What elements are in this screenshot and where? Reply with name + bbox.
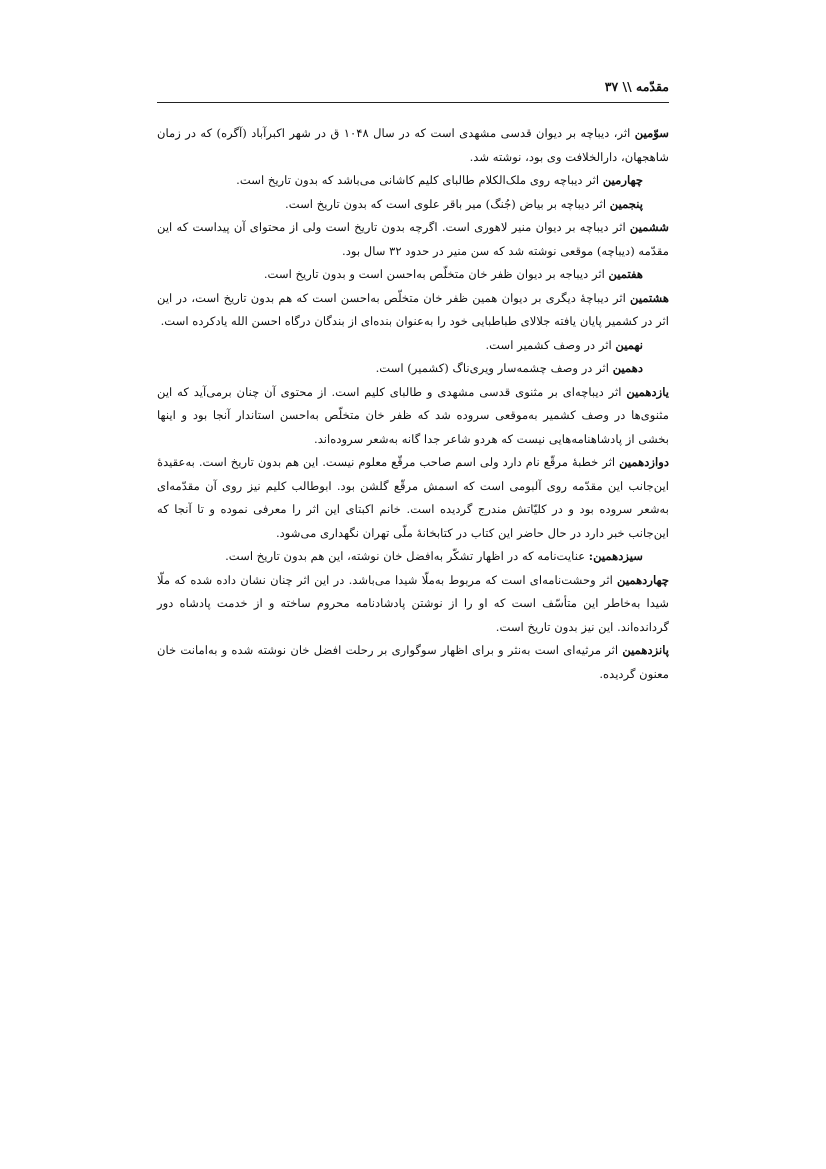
- paragraph-8th: [157, 287, 669, 334]
- paragraph-text: اثر دیباچه‌ای بر مثنوی قدسی مشهدی و طالبای کلیم است. از محتوی آن چنان برمی‌آید که این مثنوی‌ها در وصف کشمیر به‌موقعی سروده شد که ظفر خان متخلّص به‌احسن استاندار آنجا بود و اینها بخشی از پادشاهنامه‌هایی نیست که هردو شاعر جدا گانه به‌شعر سروده‌اند.: [157, 384, 669, 446]
- paragraph-15th: [157, 639, 669, 686]
- paragraph-9th: [157, 334, 669, 358]
- running-header: مقدّمه \\ ۳۷: [604, 79, 669, 94]
- paragraph-text: اثر دیباچه بر دیوان منیر لاهوری است. اگرچه بدون تاریخ است ولی از محتوای آن پیداست که این مقدّمه (دیباچه) موقعی نوشته شد که سن منیر در حدود ۳۲ سال بود.: [157, 220, 669, 258]
- paragraph-13th: [157, 545, 669, 569]
- header-rule: [157, 102, 669, 103]
- paragraph-term: چهارمین: [602, 173, 643, 187]
- paragraph-term: یازدهمین: [626, 384, 669, 399]
- paragraph-term: سوّمین: [634, 126, 669, 140]
- paragraph-4th: [157, 169, 669, 193]
- paragraph-text: اثر وحشت‌نامه‌ای است که مربوط به‌ملّا شیدا می‌باشد. در این اثر چنان نشان داده شده که ملّا شیدا به‌خاطر این متأسّف است که او را از نوشتن پادشادنامه محروم ساخته و از خدمت پادشاه دور گردانده‌اند. این نیز بدون تاریخ است.: [157, 572, 669, 634]
- paragraph-text: اثر دیباجه بر دیوان ظفر خان متخلّص به‌احسن است و بدون تاریخ است.: [263, 267, 609, 281]
- body-text: [157, 122, 669, 686]
- paragraph-text: اثر دیباچه بر بیاض (جُنگ) میر باقر علوی است که بدون تاریخ است.: [285, 196, 610, 211]
- paragraph-term: سیزدهمین:: [588, 549, 643, 563]
- paragraph-term: هشتمین: [630, 290, 669, 305]
- paragraph-text: اثر مرثیه‌ای است به‌نثر و برای اظهار سوگواری بر رحلت افضل خان نوشته شده و به‌امانت خان معنون گردیده.: [157, 643, 669, 681]
- paragraph-text: اثر، دیباچه بر دیوان قدسی مشهدی است که در سال ۱۰۴۸ ق در شهر اکبرآباد (آگره) که در زمان شاهجهان، دارالخلافت وی بود، نوشته شد.: [157, 126, 669, 164]
- paragraph-term: چهاردهمین: [617, 572, 669, 587]
- paragraph-11th: [157, 381, 669, 452]
- paragraph-text: عنایت‌نامه که در اظهار تشکّر به‌افضل خان نوشته، این هم بدون تاریخ است.: [225, 549, 589, 563]
- paragraph-text: اثر در وصف کشمیر است.: [485, 337, 616, 352]
- paragraph-term: دهمین: [612, 361, 643, 375]
- paragraph-term: پنجمین: [609, 196, 643, 211]
- paragraph-5th: [157, 193, 669, 217]
- paragraph-3rd: [157, 122, 669, 169]
- paragraph-12th: [157, 451, 669, 545]
- paragraph-term: هفتمین: [608, 267, 643, 281]
- paragraph-text: اثر خطبهٔ مرقّع نام دارد ولی اسم صاحب مرقّع معلوم نیست. این هم بدون تاریخ است. به‌عقیدهٔ این‌جانب این مقدّمه روی آلبومی است که اسمش مرقّع گلشن بود. ابوطالب کلیم نیز روی آن مقدّمه‌ای به‌شعر سروده بود و در کلیّاتش مندرج گردیده است. خانم اکبتای این اثر را معرفی نموده و تا آنجا که این‌جانب خبر دارد در حال حاضر این کتاب در کتابخانهٔ ملّی تهران نگهداری می‌شود.: [157, 455, 669, 540]
- paragraph-7th: [157, 263, 669, 287]
- paragraph-14th: [157, 569, 669, 640]
- paragraph-text: اثر در وصف چشمه‌سار ویری‌ناگ (کشمیر) است.: [375, 361, 613, 375]
- paragraph-10th: [157, 357, 669, 381]
- paragraph-term: پانزدهمین: [622, 643, 669, 657]
- paragraph-text: اثر دیباچهٔ دیگری بر دیوان همین ظفر خان متخلّص به‌احسن است که هم بدون تاریخ است، در این اثر در کشمیر پایان یافته جلالای طباطبایی خود را به‌عنوان بنده‌ای از بندگان درگاه احسن الله یادکرده است.: [157, 290, 669, 328]
- paragraph-6th: [157, 216, 669, 263]
- paragraph-term: دوازدهمین: [619, 455, 669, 469]
- paragraph-text: اثر دیباچه روی ملک‌الکلام طالبای کلیم کاشانی می‌باشد که بدون تاریخ است.: [236, 173, 603, 187]
- paragraph-term: ششمین: [629, 220, 669, 234]
- paragraph-term: نهمین: [615, 337, 643, 352]
